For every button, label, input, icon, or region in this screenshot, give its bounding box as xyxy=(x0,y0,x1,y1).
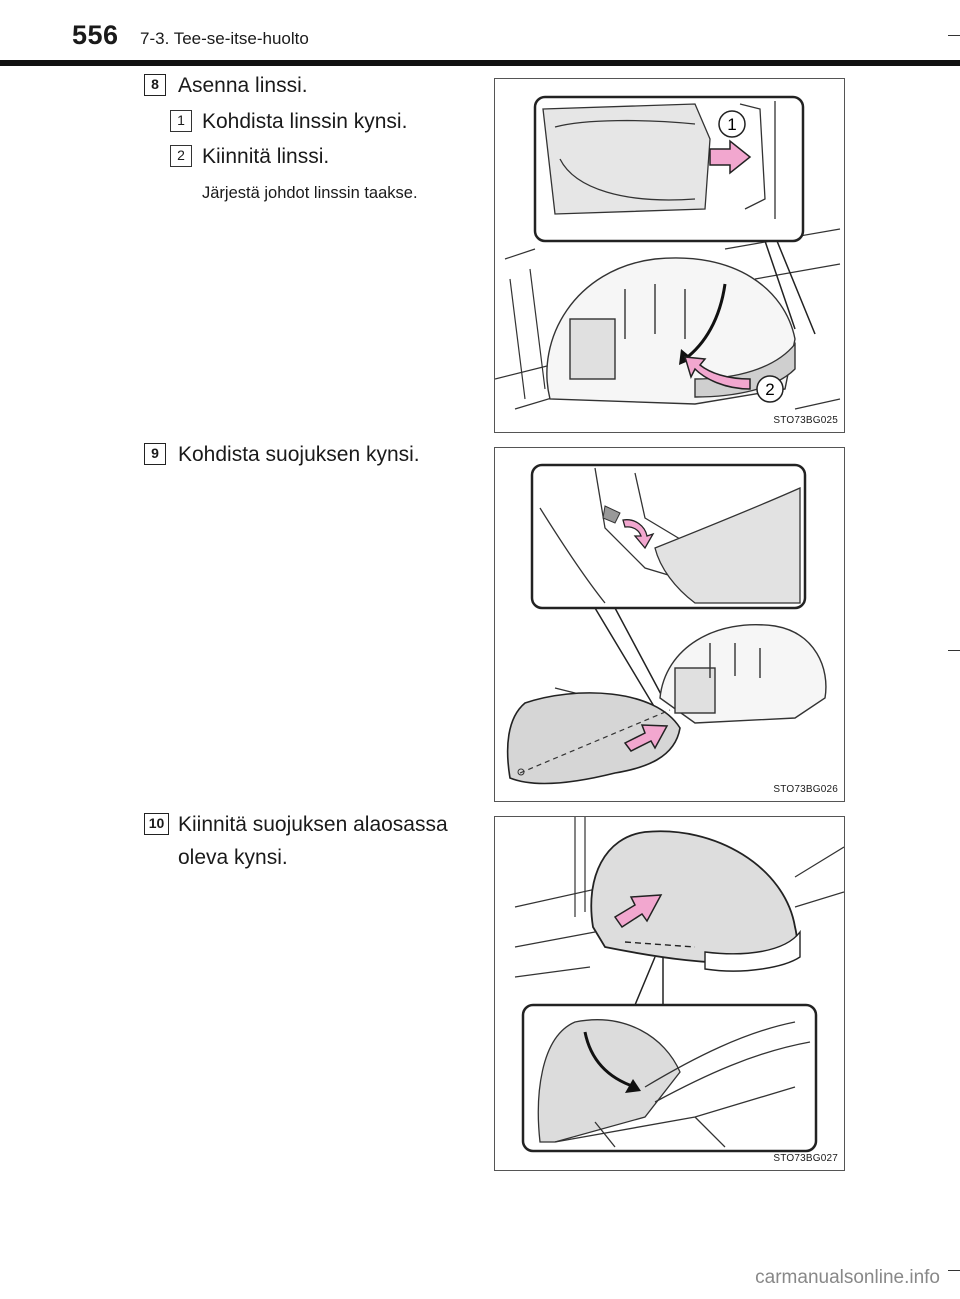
step-text: Kiinnitä suojuksen alaosassa xyxy=(178,813,448,836)
step-note: Järjestä johdot linssin taakse. xyxy=(202,184,418,202)
figure-cover-lower-clip xyxy=(494,816,845,1171)
figure-code: STO73BG025 xyxy=(773,415,838,426)
figure-callout-1: 1 xyxy=(727,115,737,134)
step-number-badge: 9 xyxy=(144,443,166,465)
substep-text: Kiinnitä linssi. xyxy=(202,145,330,168)
substep-number-badge: 2 xyxy=(170,145,192,167)
watermark: carmanualsonline.info xyxy=(755,1267,940,1288)
step-number-badge: 8 xyxy=(144,74,166,96)
step-text: Asenna linssi. xyxy=(178,74,308,97)
figure-code: STO73BG026 xyxy=(773,784,838,795)
header-rule xyxy=(0,60,960,66)
figure-code: STO73BG027 xyxy=(773,1153,838,1164)
figure-callout-2: 2 xyxy=(765,380,775,399)
substep-text: Kohdista linssin kynsi. xyxy=(202,110,408,133)
figure-cover-align xyxy=(494,447,845,802)
figure-lens-install xyxy=(494,78,845,433)
step-text: oleva kynsi. xyxy=(178,846,288,869)
step-text: Kohdista suojuksen kynsi. xyxy=(178,443,420,466)
page-number: 556 xyxy=(72,20,119,50)
lens-install-illustration xyxy=(495,79,844,432)
margin-tick xyxy=(948,1270,960,1271)
section-title: 7-3. Tee-se-itse-huolto xyxy=(140,29,309,48)
margin-tick xyxy=(948,650,960,651)
margin-tick xyxy=(948,35,960,36)
cover-align-illustration xyxy=(495,448,844,801)
cover-lower-clip-illustration xyxy=(495,817,844,1170)
step-number-badge: 10 xyxy=(144,813,169,835)
substep-number-badge: 1 xyxy=(170,110,192,132)
